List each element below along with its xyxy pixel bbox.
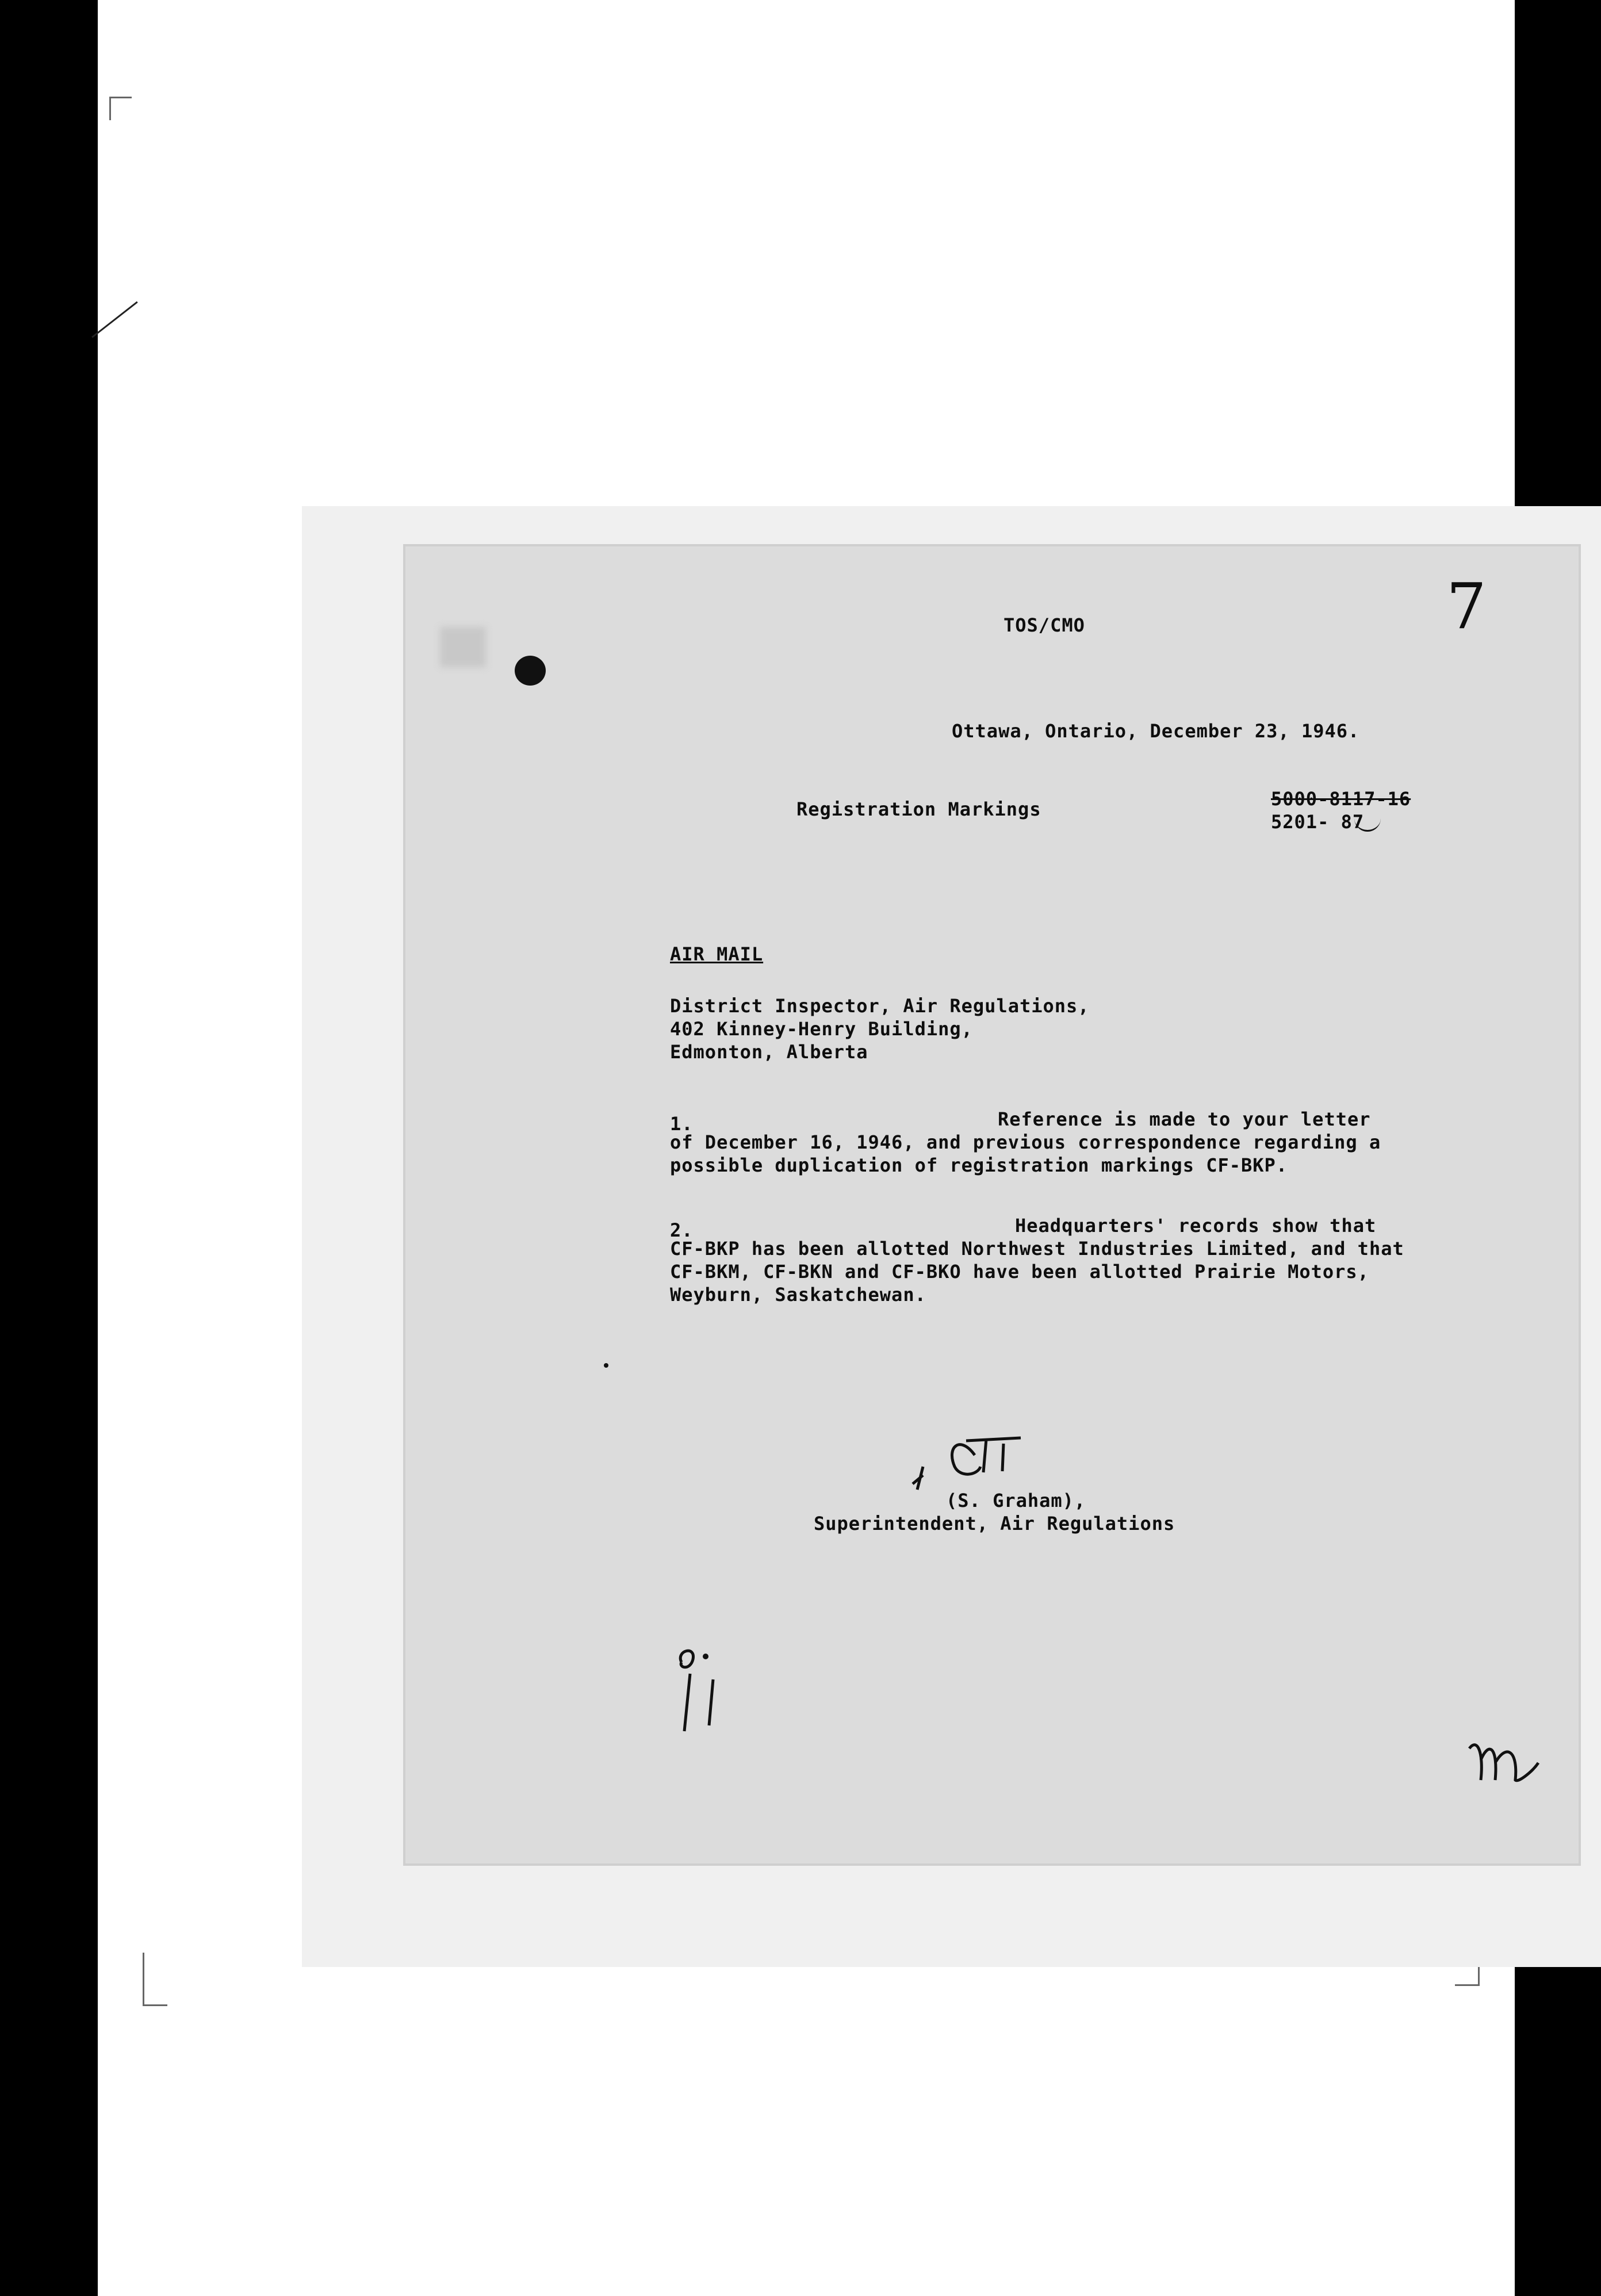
handwritten-initials <box>1464 1731 1544 1789</box>
stain <box>440 627 486 667</box>
crop-mark-top-left <box>109 97 132 120</box>
paragraph-line: CF-BKM, CF-BKN and CF-BKO have been allotted Prairie Motors, <box>670 1261 1369 1283</box>
scan-background <box>98 0 1515 2296</box>
film-scratch <box>91 301 138 338</box>
delivery-method: AIR MAIL <box>670 943 764 965</box>
address-line: 402 Kinney-Henry Building, <box>670 1018 973 1040</box>
paragraph-line: CF-BKP has been allotted Northwest Industries Limited, and that <box>670 1238 1404 1260</box>
paragraph-number: 1. <box>670 1113 694 1135</box>
address-line: Edmonton, Alberta <box>670 1041 868 1063</box>
punch-hole <box>515 656 546 686</box>
paragraph-line: Headquarters' records show that <box>1015 1215 1377 1237</box>
handwritten-initials <box>664 1639 733 1737</box>
ink-speck <box>604 1363 608 1368</box>
dateline: Ottawa, Ontario, December 23, 1946. <box>952 720 1360 742</box>
letter-page <box>405 546 1579 1863</box>
file-reference-crossed-out: 5000-8117-16 <box>1271 788 1411 810</box>
paragraph-number: 2. <box>670 1219 694 1241</box>
page-number: 7 <box>1446 569 1487 643</box>
handwritten-signature <box>906 1421 1044 1495</box>
paragraph-line: of December 16, 1946, and previous correspondence regarding a <box>670 1131 1381 1153</box>
signatory-title: Superintendent, Air Regulations <box>814 1513 1175 1535</box>
subject-line: Registration Markings <box>796 798 1041 820</box>
address-line: District Inspector, Air Regulations, <box>670 995 1090 1017</box>
file-code: TOS/CMO <box>1004 614 1085 636</box>
paragraph-line: Weyburn, Saskatchewan. <box>670 1284 926 1306</box>
file-reference: 5201- 87 <box>1271 811 1365 833</box>
crop-mark-bottom-left <box>143 1953 167 2006</box>
film-border-left <box>0 0 98 2296</box>
signatory-name: (S. Graham), <box>946 1490 1086 1511</box>
paragraph-line: Reference is made to your letter <box>998 1108 1371 1130</box>
paragraph-line: possible duplication of registration markings CF-BKP. <box>670 1154 1288 1176</box>
